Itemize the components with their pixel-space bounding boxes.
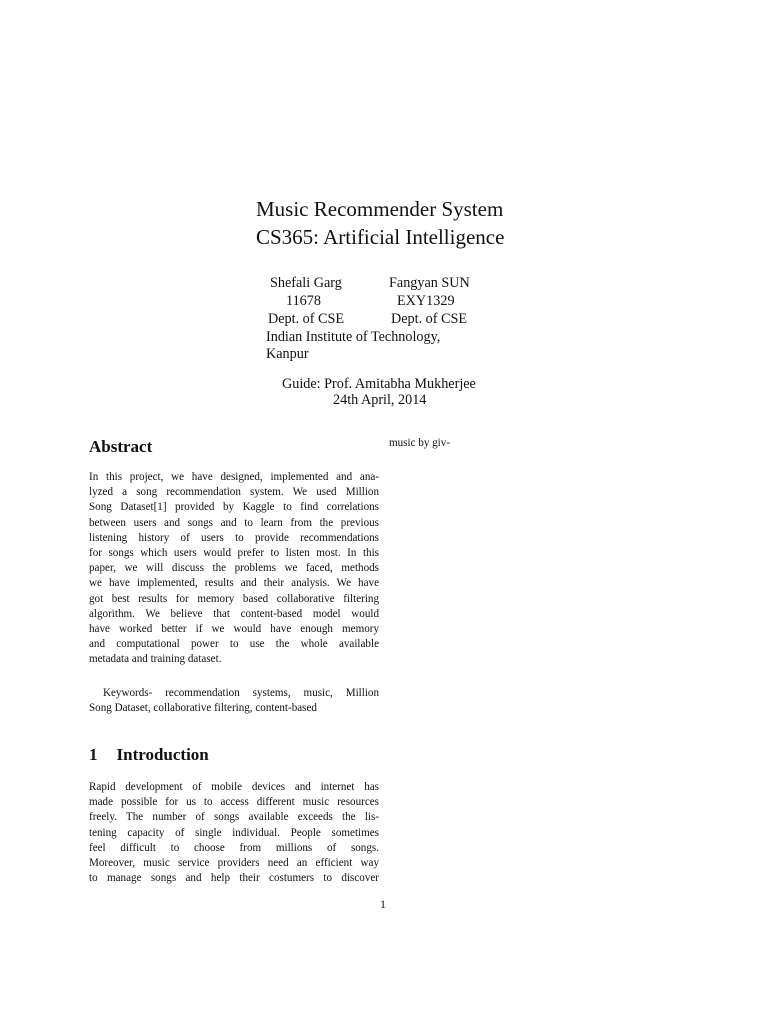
abstract-line: for songs which users would prefer to listen most. In this (89, 546, 379, 559)
author-1-name: Shefali Garg (270, 275, 342, 291)
intro-line: made possible for us to access different music resources (89, 796, 379, 809)
intro-line: Rapid development of mobile devices and internet has (89, 781, 379, 793)
abstract-line: have worked better if we would have enough memory (89, 622, 379, 635)
abstract-line: Song Dataset[1] provided by Kaggle to find correlations (89, 501, 379, 514)
keywords-line: Song Dataset, collaborative filtering, content-based (89, 702, 317, 715)
keywords (89, 686, 379, 716)
title-line-2: CS365: Artificial Intelligence (256, 225, 505, 249)
page-number: 1 (380, 897, 386, 911)
intro-line: Moreover, music service providers need an efficient way (89, 856, 379, 869)
author-2-id: EXY1329 (397, 293, 455, 309)
paper-title (256, 195, 503, 223)
intro-line: feel difficult to choose from millions of songs. (89, 841, 379, 854)
abstract-line: lyzed a song recommendation system. We used Million (89, 486, 379, 499)
institute-line-1: Indian Institute of Technology, (266, 329, 441, 345)
abstract-line: paper, we will discuss the problems we faced, methods (89, 562, 379, 575)
author-1-dept: Dept. of CSE (268, 311, 345, 327)
abstract-line: we have implemented, results and their analysis. We have (89, 577, 379, 590)
guide: Guide: Prof. Amitabha Mukherjee (282, 376, 476, 392)
abstract-line: between users and songs and to learn from the previous (89, 516, 379, 529)
intro-line: freely. The number of songs available exceeds the lis- (89, 811, 379, 824)
introduction-heading (89, 745, 209, 765)
section-number: 1 (89, 745, 98, 764)
introduction-body (89, 780, 379, 886)
abstract-line: got best results for memory based collaborative filtering (89, 592, 379, 605)
author-1-id: 11678 (286, 293, 321, 309)
keywords-line: Keywords- recommendation systems, music, Million (103, 687, 379, 699)
abstract-heading: Abstract (89, 437, 153, 456)
institute-line-2: Kanpur (266, 346, 309, 362)
abstract-line: listening history of users to provide recommendations (89, 531, 379, 544)
author-2-name: Fangyan SUN (389, 275, 470, 291)
section-title: Introduction (116, 745, 209, 764)
date: 24th April, 2014 (333, 392, 427, 408)
abstract-line: In this project, we have designed, implemented and ana- (89, 471, 379, 483)
intro-line: tening capacity of single individual. People sometimes (89, 826, 379, 839)
paper-subtitle (256, 223, 504, 251)
title-line-1: Music Recommender System (256, 197, 504, 221)
abstract-line: metadata and training dataset. (89, 653, 222, 666)
abstract-line: algorithm. We believe that content-based model would (89, 607, 379, 620)
abstract-body (89, 470, 379, 667)
intro-line: to manage songs and help their costumers to discover (89, 872, 379, 885)
abstract-line: and computational power to use the whole available (89, 638, 379, 651)
author-2-dept: Dept. of CSE (391, 311, 468, 327)
right-column-fragment: music by giv- (389, 437, 451, 449)
